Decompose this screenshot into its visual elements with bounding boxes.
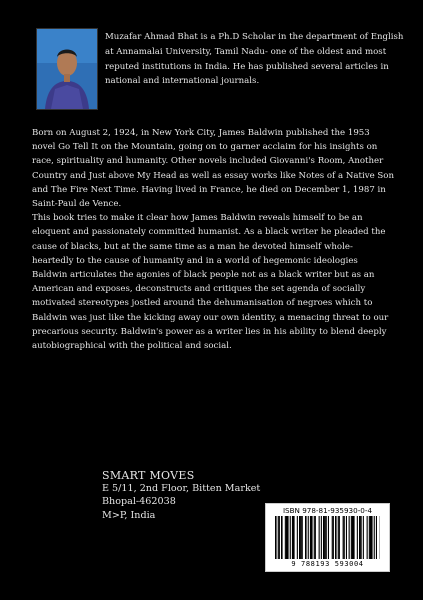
barcode-bar (299, 516, 301, 559)
publisher-address-line-1: E 5/11, 2nd Floor, Bitten Market (102, 483, 261, 495)
barcode-bar (349, 516, 350, 559)
barcode-bar (302, 516, 303, 559)
barcode-bar (325, 516, 326, 559)
barcode-bar (344, 516, 345, 559)
publisher-address-line-3: M>P, India (102, 509, 156, 521)
barcode-digits: 9 788193 593004 (291, 560, 364, 568)
barcode-bar (338, 516, 339, 559)
blurb-paragraph-1: Born on August 2, 1924, in New York City, James Baldwin published the 1953 novel Go Tell It on the Mountain, going on to garner acclaim for his insights on race, spirituality and humanity. Other novels included Giovanni's Room, Another Country and Just above My Head as well as essay works like Notes of a Native Son and The Fire Next Time. Having lived in France, he died on December 1, 1987 in Saint-Paul de Vence. (32, 128, 394, 210)
barcode-bar (376, 516, 377, 559)
barcode-bar (287, 516, 289, 559)
barcode-bar (286, 516, 287, 559)
barcode-bar (278, 516, 279, 559)
barcode-bar (308, 516, 309, 559)
author-portrait-image (37, 29, 97, 109)
author-photo (36, 28, 98, 110)
barcode-bar (279, 516, 280, 559)
barcode-bar (369, 516, 370, 559)
barcode-bar (293, 516, 295, 559)
barcode-bar (275, 516, 277, 559)
barcode-bar (328, 516, 329, 559)
isbn-barcode (265, 503, 390, 572)
isbn-number: ISBN 978-81-935930-0-4 (282, 506, 373, 515)
barcode-bar (359, 516, 361, 559)
blurb-paragraph-2: This book tries to make it clear how James Baldwin reveals himself to be an eloquent and passionately committed humanist. As a black writer he pleaded the cause of blacks, but at the same time as a man he devoted himself whole-heartedly to the cause of humanity and in a world of hegemonic ideologies Baldwin articulates the agonies of black people not as a black writer but as an American and exposes, deconstructs and critiques the set agenda of socially motivated stereotypes jostled around the dehumanisation of negroes which to Baldwin was just like the kicking away our own identity, a menacing threat to our precarious security. Baldwin's power as a writer lies in his ability to blend deeply autobiographical with the political and social. (32, 213, 389, 352)
barcode-bar (281, 516, 283, 559)
barcode-bar (343, 516, 344, 559)
barcode-bar (290, 516, 291, 559)
barcode-bar (310, 516, 311, 559)
barcode-bar (371, 516, 373, 559)
barcode-bar (319, 516, 320, 559)
barcode-bar (374, 516, 375, 559)
barcode-bar (339, 516, 340, 559)
barcode-bar (351, 516, 352, 559)
barcode-bar (301, 516, 302, 559)
barcode-bar (321, 516, 322, 559)
author-bio: Muzafar Ahmad Bhat is a Ph.D Scholar in the department of English at Annamalai University, Tamil Nadu- one of the oldest and most reputed institutions in India. He has published several articles in national and international journals. (105, 32, 404, 87)
barcode-bar (292, 516, 293, 559)
barcode-bar (357, 516, 358, 559)
barcode-bar (332, 516, 333, 559)
publisher-address-line-2: Bhopal-462038 (102, 496, 176, 508)
barcode-bar (353, 516, 355, 559)
barcode-bar (363, 516, 364, 559)
barcode-bar (305, 516, 307, 559)
barcode-bar (346, 516, 347, 559)
barcode-bar (352, 516, 353, 559)
barcode-bar (361, 516, 362, 559)
book-blurb (32, 126, 394, 353)
barcode-bars (275, 516, 380, 559)
barcode-bar (367, 516, 368, 559)
barcode-bar (326, 516, 327, 559)
barcode-bar (315, 516, 316, 559)
barcode-bar (323, 516, 325, 559)
barcode-bar (285, 516, 286, 559)
barcode-bar (297, 516, 298, 559)
barcode-bar (333, 516, 334, 559)
barcode-bar (370, 516, 371, 559)
publisher-name: SMART MOVES (102, 469, 195, 482)
barcode-bar (335, 516, 337, 559)
barcode-bar (314, 516, 315, 559)
barcode-bar (311, 516, 313, 559)
